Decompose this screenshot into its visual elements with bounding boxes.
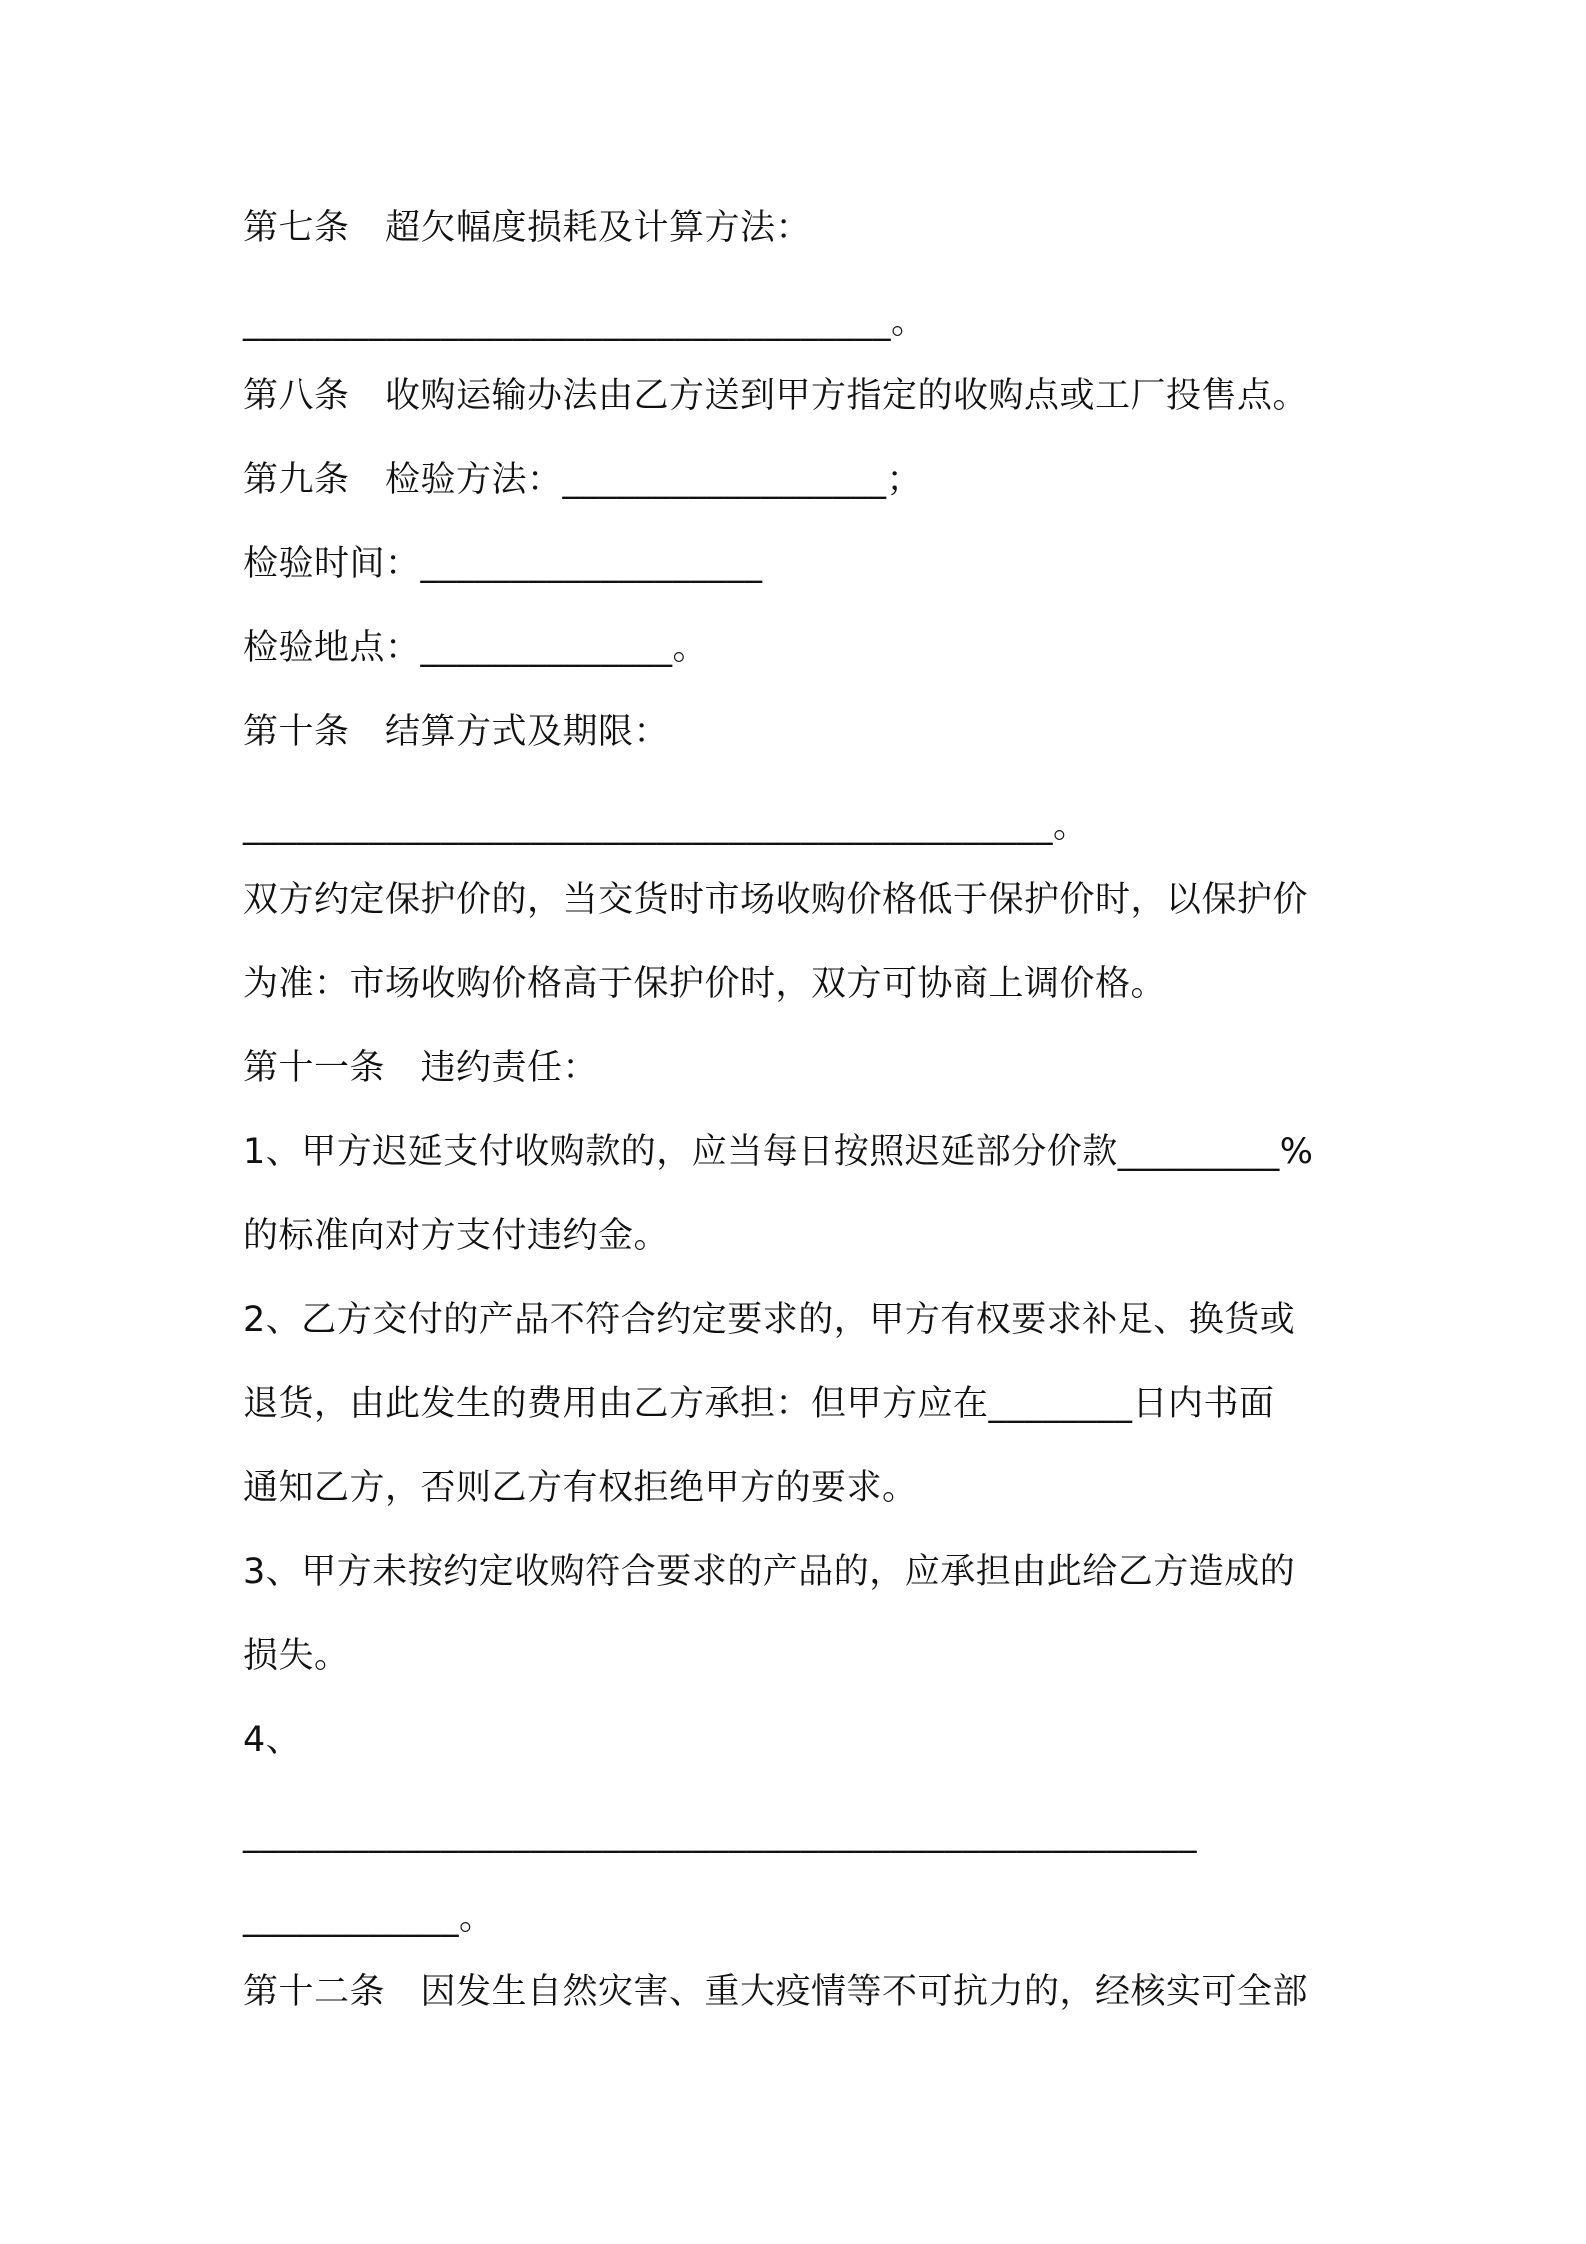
liability-item-2-line-2: 退货，由此发生的费用由乙方承担：但甲方应在________日内书面 xyxy=(243,1384,1275,1424)
article-7-heading: 第七条 超欠幅度损耗及计算方法： xyxy=(243,208,812,248)
liability-item-4-label: 4、 xyxy=(243,1720,302,1760)
liability-item-3-line-1: 3、甲方未按约定收购符合要求的产品的，应承担由此给乙方造成的 xyxy=(243,1552,1296,1592)
liability-item-1-line-1: 1、甲方迟延支付收购款的，应当每日按照迟延部分价款_________% xyxy=(243,1132,1314,1172)
liability-item-4-blank-1: _____________________________________________________ xyxy=(243,1814,1197,1854)
article-7-blank: ____________________________________。 xyxy=(243,302,927,342)
inspection-time: 检验时间：___________________ xyxy=(243,544,763,584)
article-8-text: 第八条 收购运输办法由乙方送到甲方指定的收购点或工厂投售点。 xyxy=(243,376,1309,416)
article-12-text: 第十二条 因发生自然灾害、重大疫情等不可抗力的，经核实可全部 xyxy=(243,1972,1309,2012)
inspection-place: 检验地点：______________。 xyxy=(243,628,709,668)
liability-item-2-line-3: 通知乙方，否则乙方有权拒绝甲方的要求。 xyxy=(243,1468,918,1508)
liability-item-3-line-2: 损失。 xyxy=(243,1636,350,1676)
liability-item-1-line-2: 的标准向对方支付违约金。 xyxy=(243,1216,670,1256)
liability-item-2-line-1: 2、乙方交付的产品不符合约定要求的，甲方有权要求补足、换货或 xyxy=(243,1300,1296,1340)
article-9-inspection-method: 第九条 检验方法：__________________； xyxy=(243,460,923,500)
protection-price-text-1: 双方约定保护价的，当交货时市场收购价格低于保护价时，以保护价 xyxy=(243,880,1309,920)
liability-item-4-blank-2: ____________。 xyxy=(243,1898,495,1938)
article-10-heading: 第十条 结算方式及期限： xyxy=(243,712,670,752)
article-10-blank: _____________________________________________。 xyxy=(243,806,1089,846)
protection-price-text-2: 为准：市场收购价格高于保护价时，双方可协商上调价格。 xyxy=(243,964,1167,1004)
article-11-heading: 第十一条 违约责任： xyxy=(243,1048,599,1088)
